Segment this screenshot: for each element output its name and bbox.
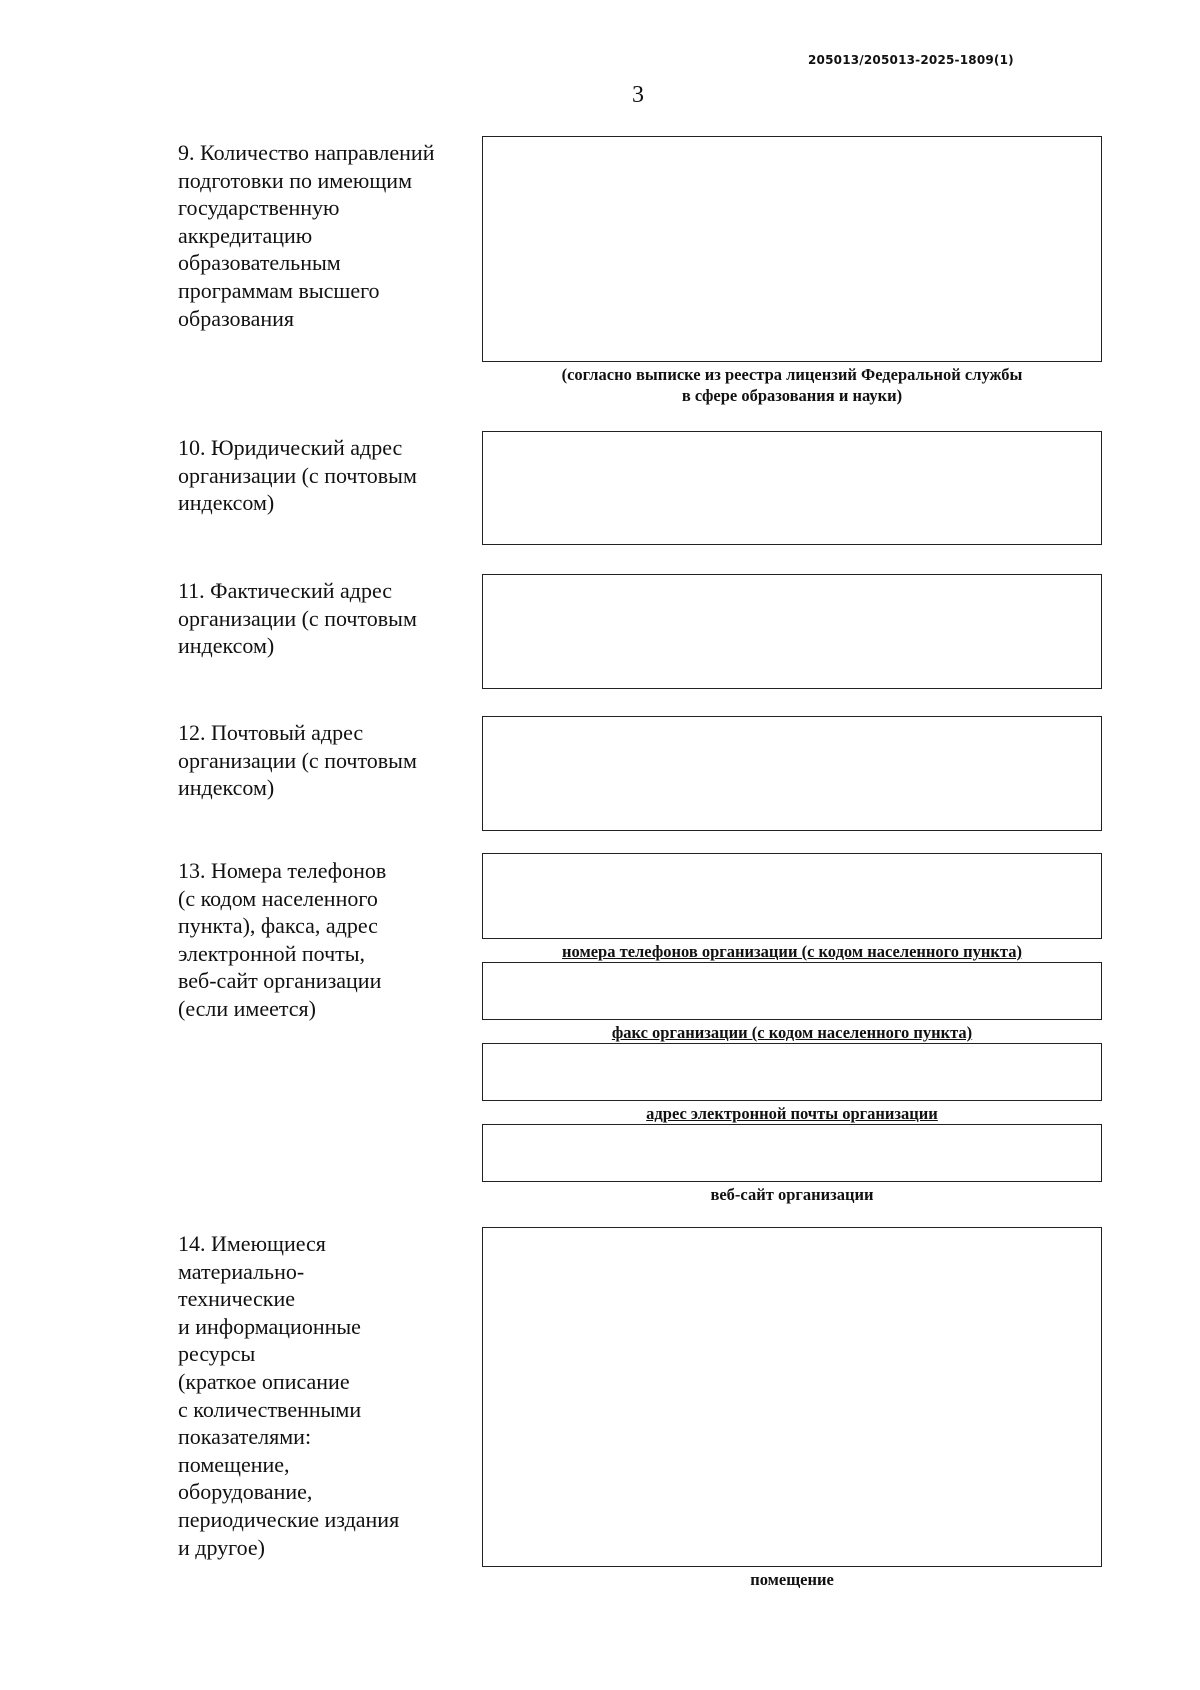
item-11-label: 11. Фактический адрес организации (с почтовым индексом) — [178, 578, 417, 659]
item-9-caption: (согласно выписке из реестра лицензий Федеральной службы в сфере образования и науки) — [561, 365, 1023, 405]
item-14-label: 14. Имеющиеся материально- технические и информационные ресурсы (краткое описание с количественными показателями: помещение, оборудование, периодические издания и другое) — [178, 1231, 400, 1560]
item-13-email-caption: адрес электронной почты организации — [646, 1104, 938, 1123]
item-14-caption: помещение — [750, 1570, 834, 1589]
item-13-label: 13. Номера телефонов (с кодом населенного пункта), факса, адрес электронной почты, веб-сайт организации (если имеется) — [178, 858, 387, 1021]
item-13-email-field[interactable] — [482, 1043, 1102, 1101]
item-14-field[interactable] — [482, 1227, 1102, 1567]
item-12-field[interactable] — [482, 716, 1102, 831]
page-number: 3 — [632, 82, 644, 108]
item-10-label: 10. Юридический адрес организации (с почтовым индексом) — [178, 435, 417, 516]
item-13-phone-field[interactable] — [482, 853, 1102, 939]
item-11-field[interactable] — [482, 574, 1102, 689]
document-id: 205013/205013-2025-1809(1) — [808, 53, 1014, 67]
item-13-website-caption: веб-сайт организации — [710, 1185, 874, 1204]
item-10-field[interactable] — [482, 431, 1102, 545]
item-9-field[interactable] — [482, 136, 1102, 362]
item-13-phone-caption: номера телефонов организации (с кодом населенного пункта) — [562, 942, 1022, 961]
item-13-fax-field[interactable] — [482, 962, 1102, 1020]
item-13-website-field[interactable] — [482, 1124, 1102, 1182]
item-9-label: 9. Количество направлений подготовки по имеющим государственную аккредитацию образовательным программам высшего образования — [178, 140, 435, 331]
item-13-fax-caption: факс организации (с кодом населенного пункта) — [611, 1023, 973, 1042]
item-12-label: 12. Почтовый адрес организации (с почтовым индексом) — [178, 720, 417, 801]
